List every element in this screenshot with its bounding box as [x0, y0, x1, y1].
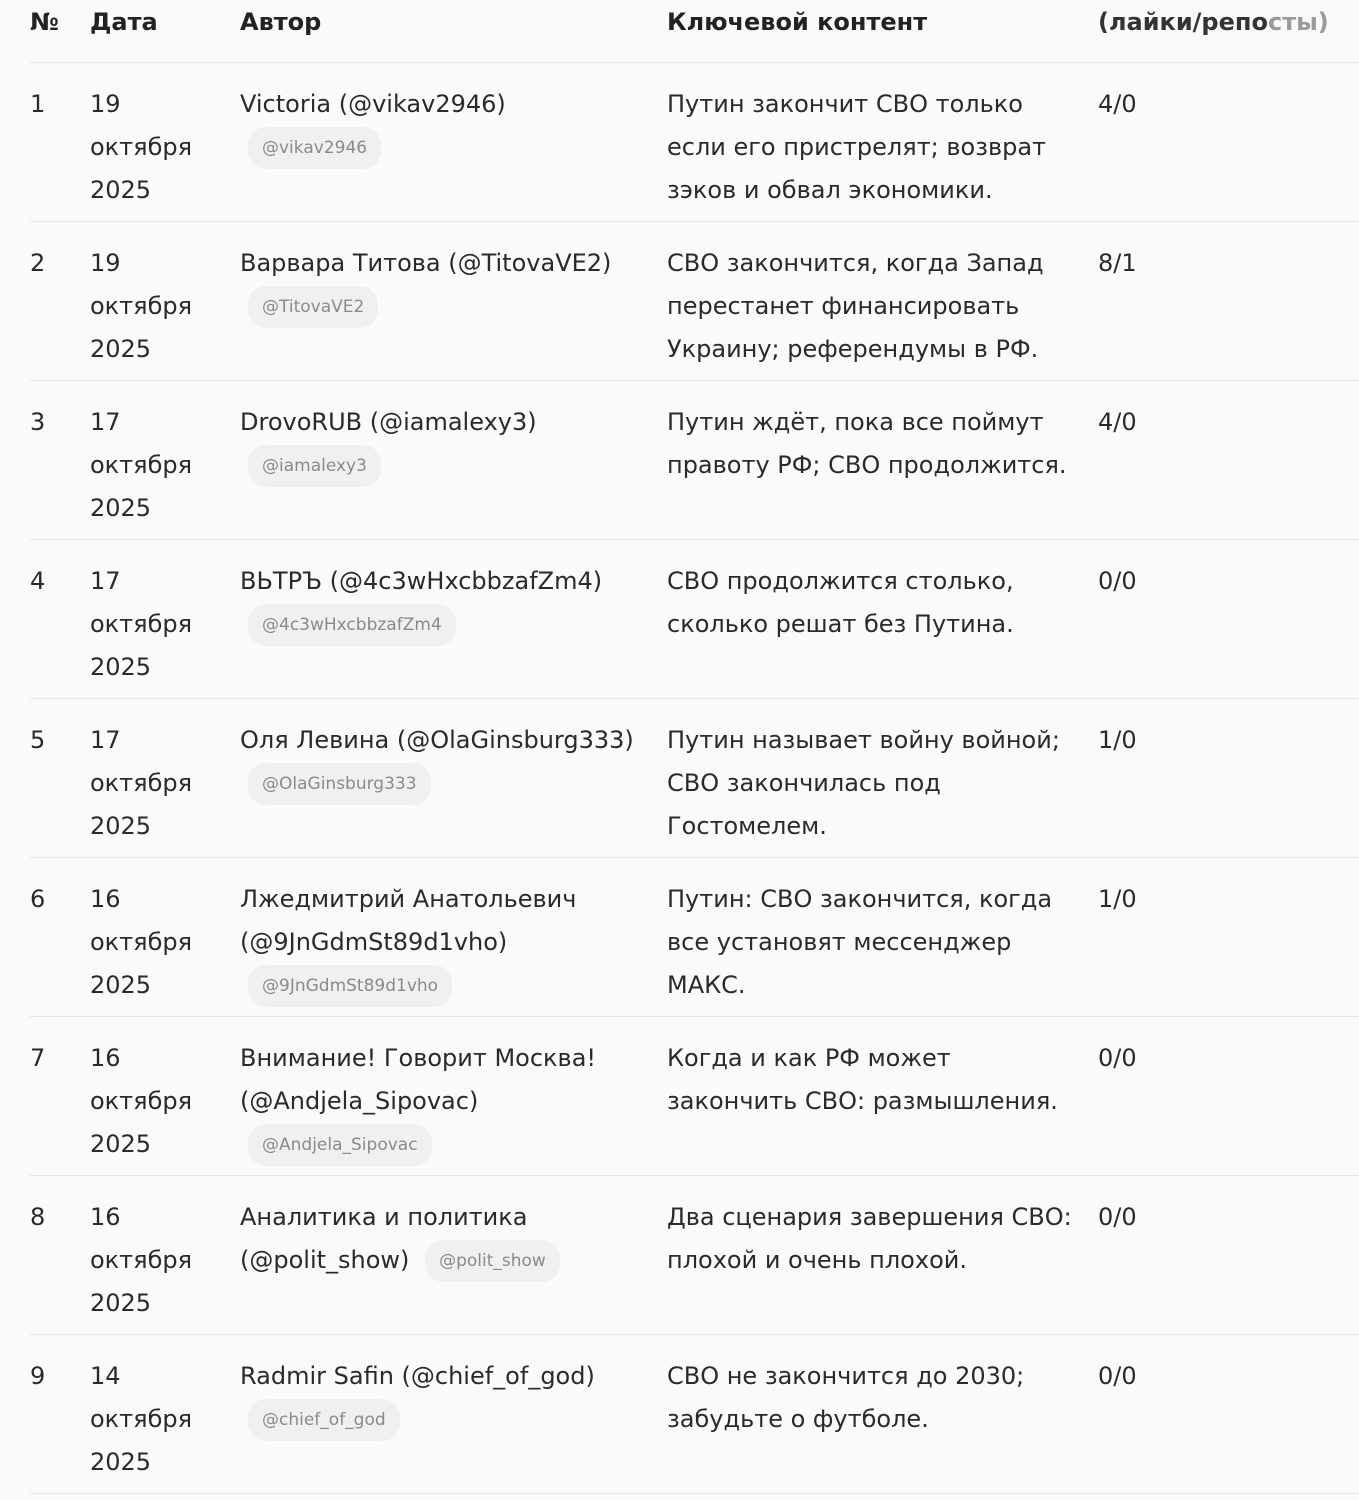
table-body — [0, 63, 1359, 1494]
table-row — [30, 1176, 1359, 1335]
row-date: 17 октября 2025 — [90, 567, 193, 681]
header-content: Ключевой контент — [667, 8, 928, 36]
row-content: СВО продолжится столько, сколько решат без Путина. — [667, 567, 1014, 638]
row-stats: 0/0 — [1098, 1203, 1137, 1231]
row-number: 3 — [30, 408, 46, 436]
row-author — [240, 1355, 640, 1441]
row-date: 14 октября 2025 — [90, 1362, 193, 1476]
header-stats-main: (лайки/репо — [1098, 8, 1268, 36]
author-handle-chip[interactable]: @chief_of_god — [248, 1399, 400, 1441]
row-stats: 1/0 — [1098, 885, 1137, 913]
row-content: СВО не закончится до 2030; забудьте о футболе. — [667, 1362, 1025, 1433]
table-row — [30, 1017, 1359, 1176]
header-author: Автор — [240, 8, 322, 36]
row-date: 19 октября 2025 — [90, 90, 193, 204]
row-author — [240, 1196, 640, 1282]
row-stats: 8/1 — [1098, 249, 1137, 277]
author-handle-chip[interactable]: @9JnGdmSt89d1vho — [248, 965, 452, 1007]
table-row — [30, 381, 1359, 540]
row-date: 16 октября 2025 — [90, 1044, 193, 1158]
author-handle-chip[interactable]: @vikav2946 — [248, 127, 381, 169]
row-number: 4 — [30, 567, 46, 595]
table-row — [30, 540, 1359, 699]
header-date: Дата — [90, 8, 158, 36]
author-name: Аналитика и политика (@polit_show) — [240, 1203, 528, 1274]
row-content: СВО закончится, когда Запад перестанет финансировать Украину; референдумы в РФ. — [667, 249, 1044, 363]
row-stats: 0/0 — [1098, 567, 1137, 595]
row-author — [240, 401, 640, 487]
row-number: 5 — [30, 726, 46, 754]
row-number: 7 — [30, 1044, 46, 1072]
table-row — [30, 1335, 1359, 1494]
row-author — [240, 1037, 640, 1166]
row-number: 2 — [30, 249, 46, 277]
author-handle-chip[interactable]: @Andjela_Sipovac — [248, 1124, 432, 1166]
author-name: ВЬТРЪ (@4c3wHxcbbzafZm4) — [240, 567, 603, 595]
row-stats: 1/0 — [1098, 726, 1137, 754]
author-handle-chip[interactable]: @iamalexy3 — [248, 445, 381, 487]
row-stats: 4/0 — [1098, 90, 1137, 118]
row-content: Путин называет войну войной; СВО закончилась под Гостомелем. — [667, 726, 1060, 840]
row-author — [240, 242, 640, 328]
row-content: Когда и как РФ может закончить СВО: размышления. — [667, 1044, 1058, 1115]
author-name: DrovoRUB (@iamalexy3) — [240, 408, 537, 436]
author-name: Victoria (@vikav2946) — [240, 90, 506, 118]
table-row — [30, 699, 1359, 858]
author-name: Оля Левина (@OlaGinsburg333) — [240, 726, 634, 754]
author-name: Лжедмитрий Анатольевич (@9JnGdmSt89d1vho) — [240, 885, 577, 956]
author-name: Radmir Safin (@chief_of_god) — [240, 1362, 595, 1390]
row-stats: 4/0 — [1098, 408, 1137, 436]
row-date: 17 октября 2025 — [90, 408, 193, 522]
row-number: 1 — [30, 90, 46, 118]
row-stats: 0/0 — [1098, 1362, 1137, 1390]
author-name: Варвара Титова (@TitovaVE2) — [240, 249, 612, 277]
row-content: Путин: СВО закончится, когда все установят мессенджер МАКС. — [667, 885, 1053, 999]
table-header — [30, 0, 1359, 63]
row-date: 16 октября 2025 — [90, 1203, 193, 1317]
row-author — [240, 560, 640, 646]
row-author — [240, 83, 640, 169]
author-handle-chip[interactable]: @TitovaVE2 — [248, 286, 378, 328]
row-date: 16 октября 2025 — [90, 885, 193, 999]
row-number: 8 — [30, 1203, 46, 1231]
header-stats — [1098, 8, 1329, 36]
row-author — [240, 719, 640, 805]
author-handle-chip[interactable]: @polit_show — [425, 1240, 560, 1282]
row-number: 9 — [30, 1362, 46, 1390]
author-name: Внимание! Говорит Москва! (@Andjela_Sipovac) — [240, 1044, 597, 1115]
row-stats: 0/0 — [1098, 1044, 1137, 1072]
table-row — [30, 63, 1359, 222]
header-num: № — [30, 8, 59, 36]
header-stats-fade: сты) — [1267, 8, 1329, 36]
row-date: 17 октября 2025 — [90, 726, 193, 840]
row-date: 19 октября 2025 — [90, 249, 193, 363]
row-content: Путин ждёт, пока все поймут правоту РФ; СВО продолжится. — [667, 408, 1067, 479]
row-content: Путин закончит СВО только если его пристрелят; возврат зэков и обвал экономики. — [667, 90, 1047, 204]
author-handle-chip[interactable]: @OlaGinsburg333 — [248, 763, 431, 805]
table-row — [30, 858, 1359, 1017]
row-author — [240, 878, 640, 1007]
row-content: Два сценария завершения СВО: плохой и очень плохой. — [667, 1203, 1072, 1274]
table-row — [30, 222, 1359, 381]
author-handle-chip[interactable]: @4c3wHxcbbzafZm4 — [248, 604, 456, 646]
row-number: 6 — [30, 885, 46, 913]
